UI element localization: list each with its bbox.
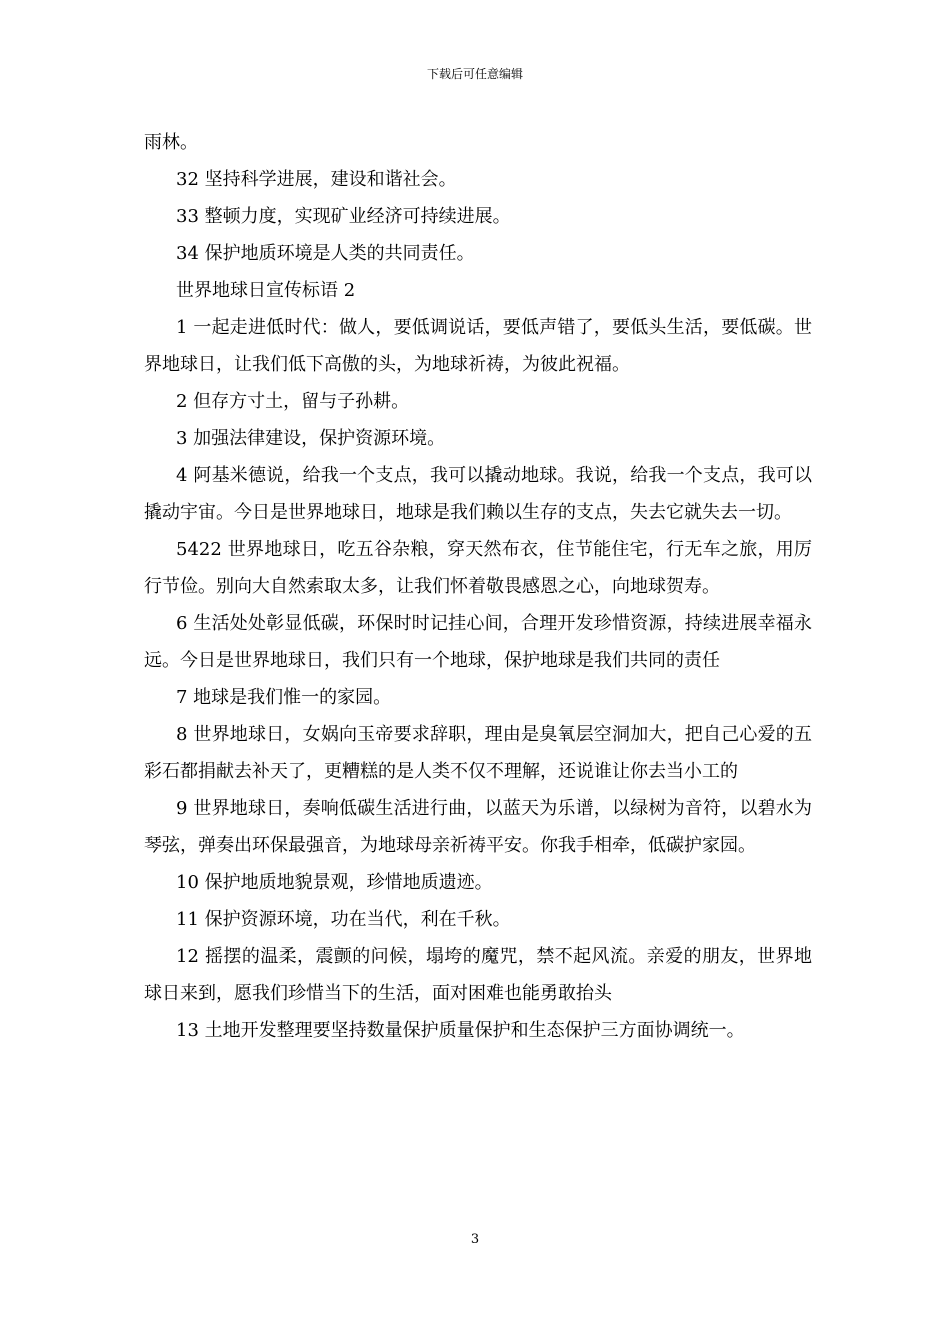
document-body: [144, 124, 812, 1049]
paragraph: 32 坚持科学进展，建设和谐社会。: [176, 169, 457, 190]
paragraph: 34 保护地质环境是人类的共同责任。: [176, 243, 475, 264]
paragraph: 1 一起走进低时代：做人，要低调说话，要低声错了，要低头生活，要低碳。世界地球日，让我们低下高傲的头，为地球祈祷，为彼此祝福。: [144, 317, 812, 375]
page-header: 下载后可任意编辑: [426, 67, 523, 81]
paragraph: 3 加强法律建设，保护资源环境。: [176, 428, 446, 449]
page-number: 3: [470, 1232, 480, 1247]
paragraph: 13 土地开发整理要坚持数量保护质量保护和生态保护三方面协调统一。: [176, 1020, 745, 1041]
paragraph: 33 整顿力度，实现矿业经济可持续进展。: [176, 206, 511, 227]
paragraph: 7 地球是我们惟一的家园。: [176, 687, 392, 708]
paragraph: 6 生活处处彰显低碳，环保时时记挂心间，合理开发珍惜资源，持续进展幸福永远。今日是世界地球日，我们只有一个地球，保护地球是我们共同的责任: [144, 613, 812, 671]
paragraph: 4 阿基米德说，给我一个支点，我可以撬动地球。我说，给我一个支点，我可以撬动宇宙。今日是世界地球日，地球是我们赖以生存的支点，失去它就失去一切。: [144, 465, 812, 523]
paragraph: 9 世界地球日，奏响低碳生活进行曲，以蓝天为乐谱，以绿树为音符，以碧水为琴弦，弹奏出环保最强音，为地球母亲祈祷平安。你我手相牵，低碳护家园。: [144, 798, 812, 856]
paragraph: 世界地球日宣传标语 2: [176, 280, 356, 301]
paragraph: 雨林。: [144, 132, 198, 153]
paragraph: 12 摇摆的温柔，震颤的问候，塌垮的魔咒，禁不起风流。亲爱的朋友，世界地球日来到，愿我们珍惜当下的生活，面对困难也能勇敢抬头: [144, 946, 812, 1004]
paragraph: 11 保护资源环境，功在当代，利在千秋。: [176, 909, 511, 930]
paragraph: 10 保护地质地貌景观，珍惜地质遗迹。: [176, 872, 493, 893]
paragraph: 8 世界地球日，女娲向玉帝要求辞职，理由是臭氧层空洞加大，把自己心爱的五彩石都捐献去补天了，更糟糕的是人类不仅不理解，还说谁让你去当小工的: [144, 724, 812, 782]
paragraph: 2 但存方寸土，留与子孙耕。: [176, 391, 410, 412]
paragraph: 5422 世界地球日，吃五谷杂粮，穿天然布衣，住节能住宅，行无车之旅，用厉行节俭。别向大自然索取太多，让我们怀着敬畏感恩之心，向地球贺寿。: [144, 539, 812, 597]
